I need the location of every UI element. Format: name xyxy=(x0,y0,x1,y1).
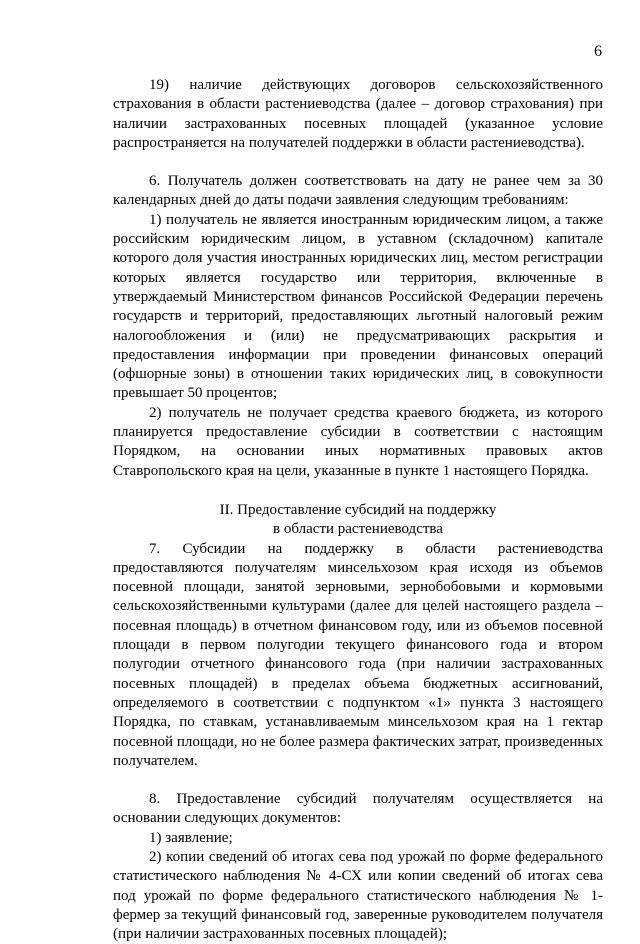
section-title xyxy=(113,501,603,540)
paragraph-8-item-1: 1) заявление; xyxy=(149,829,233,846)
document-body xyxy=(113,76,603,944)
paragraph-6-item-1: 1) получатель не является иностранным юридическим лицом, а также российским юридическим лицом, в уставном (складочном) капитале которого доля участия иностранных юридических лиц, местом регистрации которых является государство или территория, включенные в утверждаемый Министерством финансов Российской Федерации перечень государств и территорий, предоставляющих льготный налоговый режим налогообложения и (или) не предусматривающих раскрытия и предоставления информации при проведении финансовых операций (офшорные зоны) в отношении таких юридических лиц, в совокупности превышает 50 процентов; xyxy=(113,211,603,402)
paragraph-8: 8. Предоставление субсидий получателям осуществляется на основании следующих документов: xyxy=(113,791,603,827)
paragraph-6: 6. Получатель должен соответствовать на дату не ранее чем за 30 календарных дней до даты подачи заявления следующим требованиям: xyxy=(113,173,603,209)
paragraph-19: 19) наличие действующих договоров сельскохозяйственного страхования в области растениеводства (далее – договор страхования) при наличии застрахованных посевных площадей (указанное условие распространяется на получателей поддержки в области растениеводства). xyxy=(113,77,603,151)
paragraph-8-item-2: 2) копии сведений об итогах сева под урожай по форме федерального статистического наблюдения № 4-СХ или копии сведений об итогах сева под урожай по форме федерального статистического наблюдения № 1-фермер за текущий финансовый год, заверенные руководителем получателя (при наличии застрахованных посевных площадей); xyxy=(113,848,603,943)
paragraph-7: 7. Субсидии на поддержку в области растениеводства предоставляются получателям минсельхозом края исходя из объемов посевной площади, занятой зерновыми, зернобобовыми и кормовыми сельскохозяйственными культурами (далее для целей настоящего раздела – посевная площадь) в отчетном финансовом году, или из объемов посевной площади в первом полугодии текущего финансового года и втором полугодии отчетного финансового года (при наличии застрахованных посевных площадей) в пределах объема бюджетных ассигнований, определяемого в соответствии с подпунктом «1» пункта 3 настоящего Порядка, по ставкам, устанавливаемым минсельхозом края на 1 гектар посевной площади, но не более размера фактических затрат, произведенных получателем. xyxy=(113,540,603,769)
section-title-line-2: в области растениеводства xyxy=(273,521,443,538)
paragraph-6-item-2: 2) получатель не получает средства краевого бюджета, из которого планируется предоставление субсидии в соответствии с настоящим Порядком, на основании иных нормативных правовых актов Ставропольского края на цели, указанные в пункте 1 настоящего Порядка. xyxy=(113,404,603,479)
section-title-line-1: II. Предоставление субсидий на поддержку xyxy=(219,501,497,518)
page-number: 6 xyxy=(594,43,602,60)
